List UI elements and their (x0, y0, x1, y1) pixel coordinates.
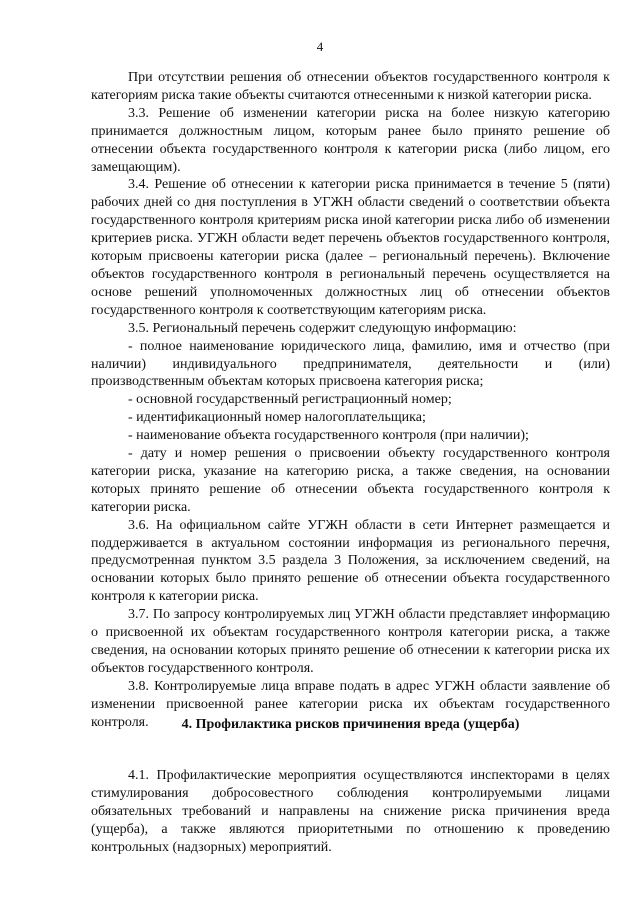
paragraph: 3.6. На официальном сайте УГЖН области в сети Интернет размещается и поддерживается в актуальном состоянии информация из регионального перечня, предусмотренная пунктом 3.5 раздела 3 Положения, за исключением сведений, на основании которых было принято решение об отнесении объекта государственного контроля к категории риска. (91, 517, 610, 605)
section-heading: 4. Профилактика рисков причинения вреда (ущерба) (181, 717, 520, 732)
paragraph: 3.3. Решение об изменении категории риска на более низкую категорию принимается должностным лицом, которым ранее было принято решение об отнесении объекта государственного контроля к категории риска (либо лицом, его замещающим). (91, 105, 610, 175)
list-item: - наименование объекта государственного контроля (при наличии); (128, 428, 529, 444)
paragraph: 3.7. По запросу контролируемых лиц УГЖН области представляет информацию о присвоенной их объектам государственного контроля категории риска, а также сведения, на основании которых принято решение об отнесении к категории риска их объектов государственного контроля. (91, 607, 610, 676)
section-4-body (91, 767, 610, 857)
list-item: - полное наименование юридического лица, фамилию, имя и отчество (при наличии) индивидуального предпринимателя, деятельности и (или) производственным объектам которых присвоена категория риска; (91, 338, 610, 390)
section-3-body (91, 69, 610, 732)
paragraph: 3.8. Контролируемые лица вправе подать в адрес УГЖН области заявление об изменении присвоенной ранее категории риска их объектам государственного контроля. (91, 678, 610, 730)
list-item: - основной государственный регистрационный номер; (128, 392, 452, 408)
list-item: - идентификационный номер налогоплательщика; (128, 410, 426, 426)
paragraph: При отсутствии решения об отнесении объектов государственного контроля к категориям риска такие объекты считаются отнесенными к низкой категории риска. (91, 70, 610, 103)
page-number: 4 (316, 39, 324, 54)
paragraph: 3.5. Региональный перечень содержит следующую информацию: (128, 320, 517, 336)
list-item: - дату и номер решения о присвоении объекту государственного контроля категории риска, указание на категорию риска, а также сведения, на основании которых принято решение об отнесении объекта государственного контроля к категории риска. (91, 446, 610, 515)
paragraph: 3.4. Решение об отнесении к категории риска принимается в течение 5 (пяти) рабочих дней со дня поступления в УГЖН области сведений о соответствии объекта государственного контроля критериям риска иной категории риска либо об изменении критериев риска. УГЖН области ведет перечень объектов государственного контроля, которым присвоены категории риска (далее – региональный перечень). Включение объектов государственного контроля в региональный перечень осуществляется на основе решений уполномоченных должностных лиц об отнесении объектов государственного контроля к соответствующим категориям риска. (91, 177, 610, 318)
paragraph: 4.1. Профилактические мероприятия осуществляются инспекторами в целях стимулирования добросовестного соблюдения контролируемыми лицами обязательных требований и направлены на снижение риска причинения вреда (ущерба), а также являются приоритетными по отношению к проведению контрольных (надзорных) мероприятий. (91, 768, 610, 855)
